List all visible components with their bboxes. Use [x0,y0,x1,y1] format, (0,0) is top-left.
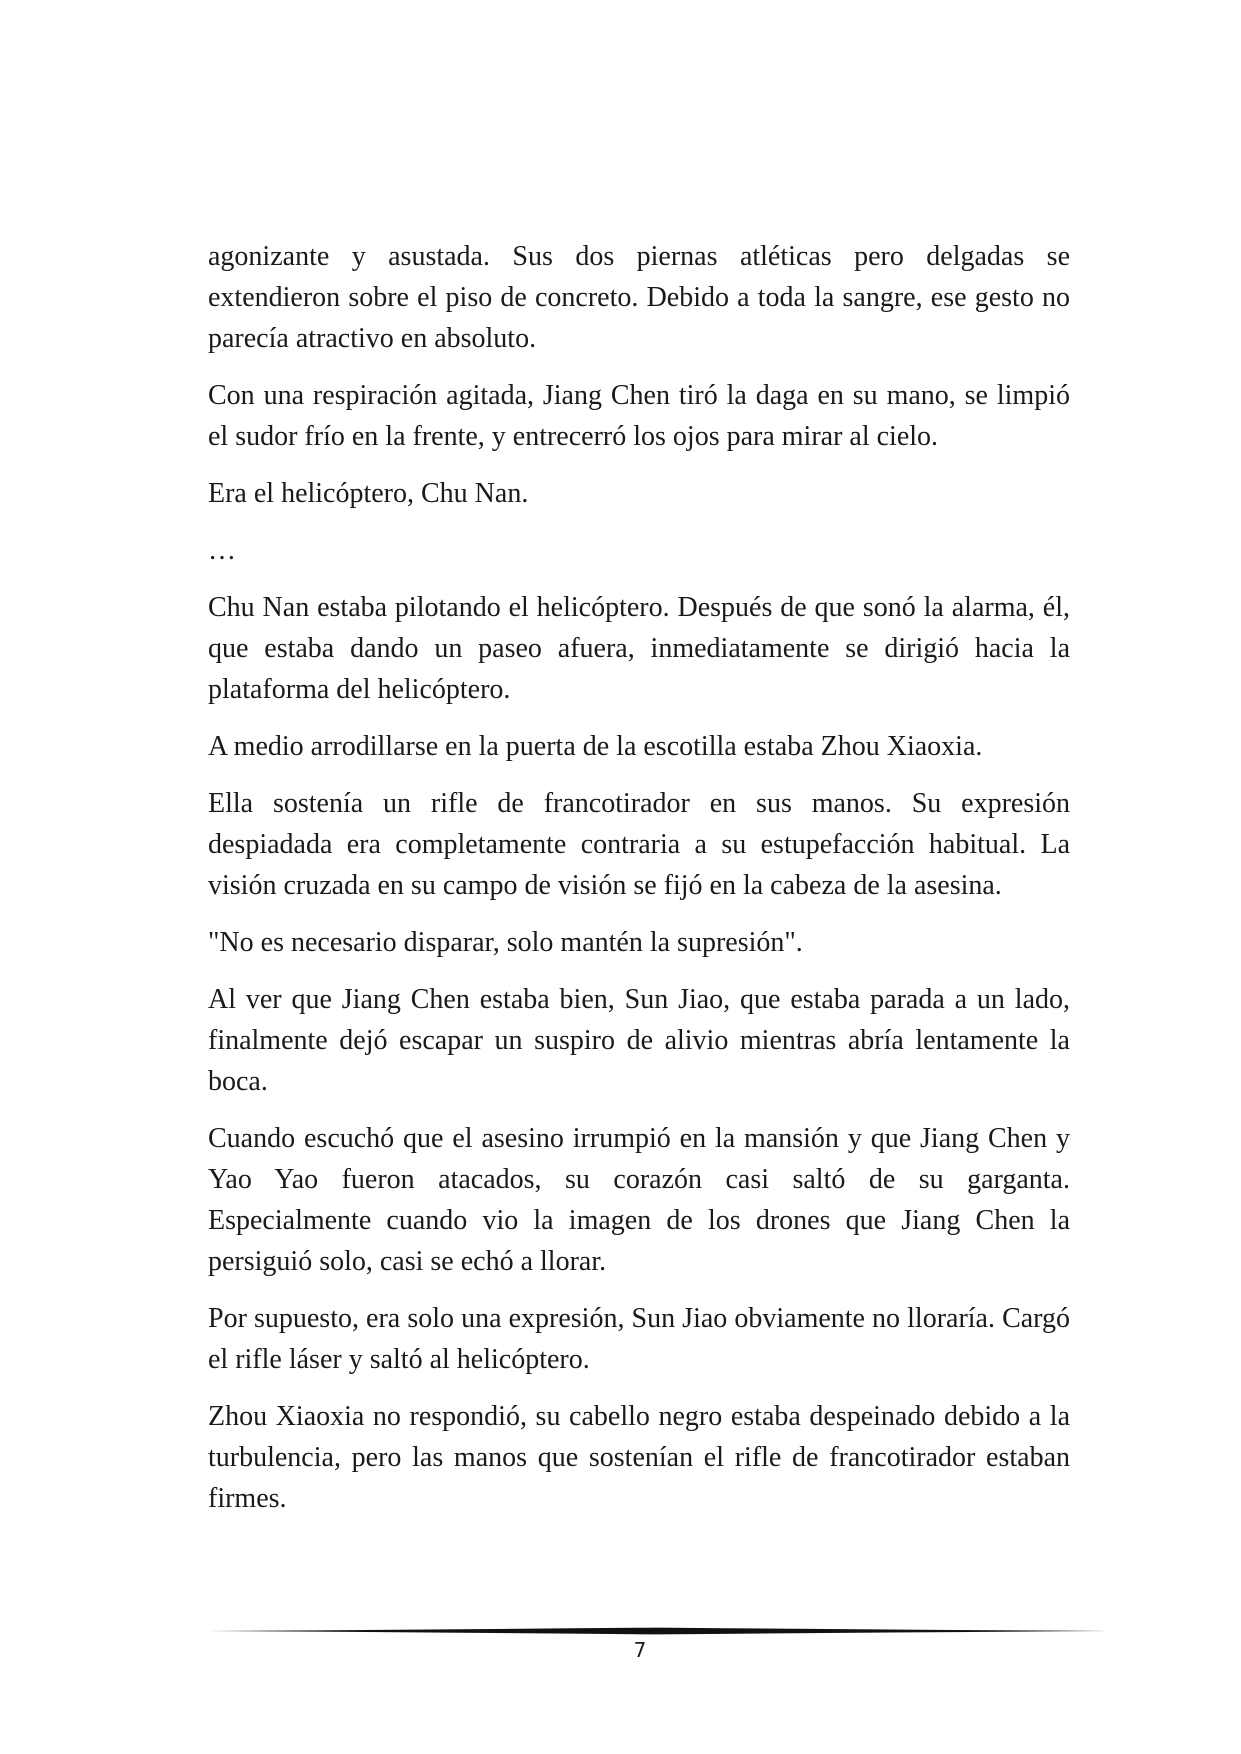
paragraph: Ella sostenía un rifle de francotirador en sus manos. Su expresión despiadada era completamente contraria a su estupefacción habitual. La visión cruzada en su campo de visión se fijó en la cabeza de la asesina. [208,788,1070,901]
paragraph: … [208,535,236,566]
paragraph: Zhou Xiaoxia no respondió, su cabello negro estaba despeinado debido a la turbulencia, pero las manos que sostenían el rifle de francotirador estaban firmes. [208,1401,1070,1514]
page-number: 7 [633,1638,647,1662]
paragraph: Al ver que Jiang Chen estaba bien, Sun Jiao, que estaba parada a un lado, finalmente dejó escapar un suspiro de alivio mientras abría lentamente la boca. [208,984,1070,1097]
paragraph: Cuando escuchó que el asesino irrumpió en la mansión y que Jiang Chen y Yao Yao fueron atacados, su corazón casi saltó de su garganta. Especialmente cuando vio la imagen de los drones que Jiang Chen la persiguió solo, casi se echó a llorar. [208,1123,1070,1277]
paragraph: A medio arrodillarse en la puerta de la escotilla estaba Zhou Xiaoxia. [208,731,983,762]
footer-divider [208,1627,1108,1635]
paragraph: Por supuesto, era solo una expresión, Sun Jiao obviamente no lloraría. Cargó el rifle láser y saltó al helicóptero. [208,1303,1070,1375]
paragraph: agonizante y asustada. Sus dos piernas atléticas pero delgadas se extendieron sobre el piso de concreto. Debido a toda la sangre, ese gesto no parecía atractivo en absoluto. [208,241,1070,354]
body-text [208,236,1070,1535]
paragraph: Era el helicóptero, Chu Nan. [208,478,529,509]
paragraph: Con una respiración agitada, Jiang Chen tiró la daga en su mano, se limpió el sudor frío en la frente, y entrecerró los ojos para mirar al cielo. [208,380,1070,452]
paragraph: "No es necesario disparar, solo mantén la supresión". [208,927,803,958]
paragraph: Chu Nan estaba pilotando el helicóptero. Después de que sonó la alarma, él, que estaba dando un paseo afuera, inmediatamente se dirigió hacia la plataforma del helicóptero. [208,592,1070,705]
